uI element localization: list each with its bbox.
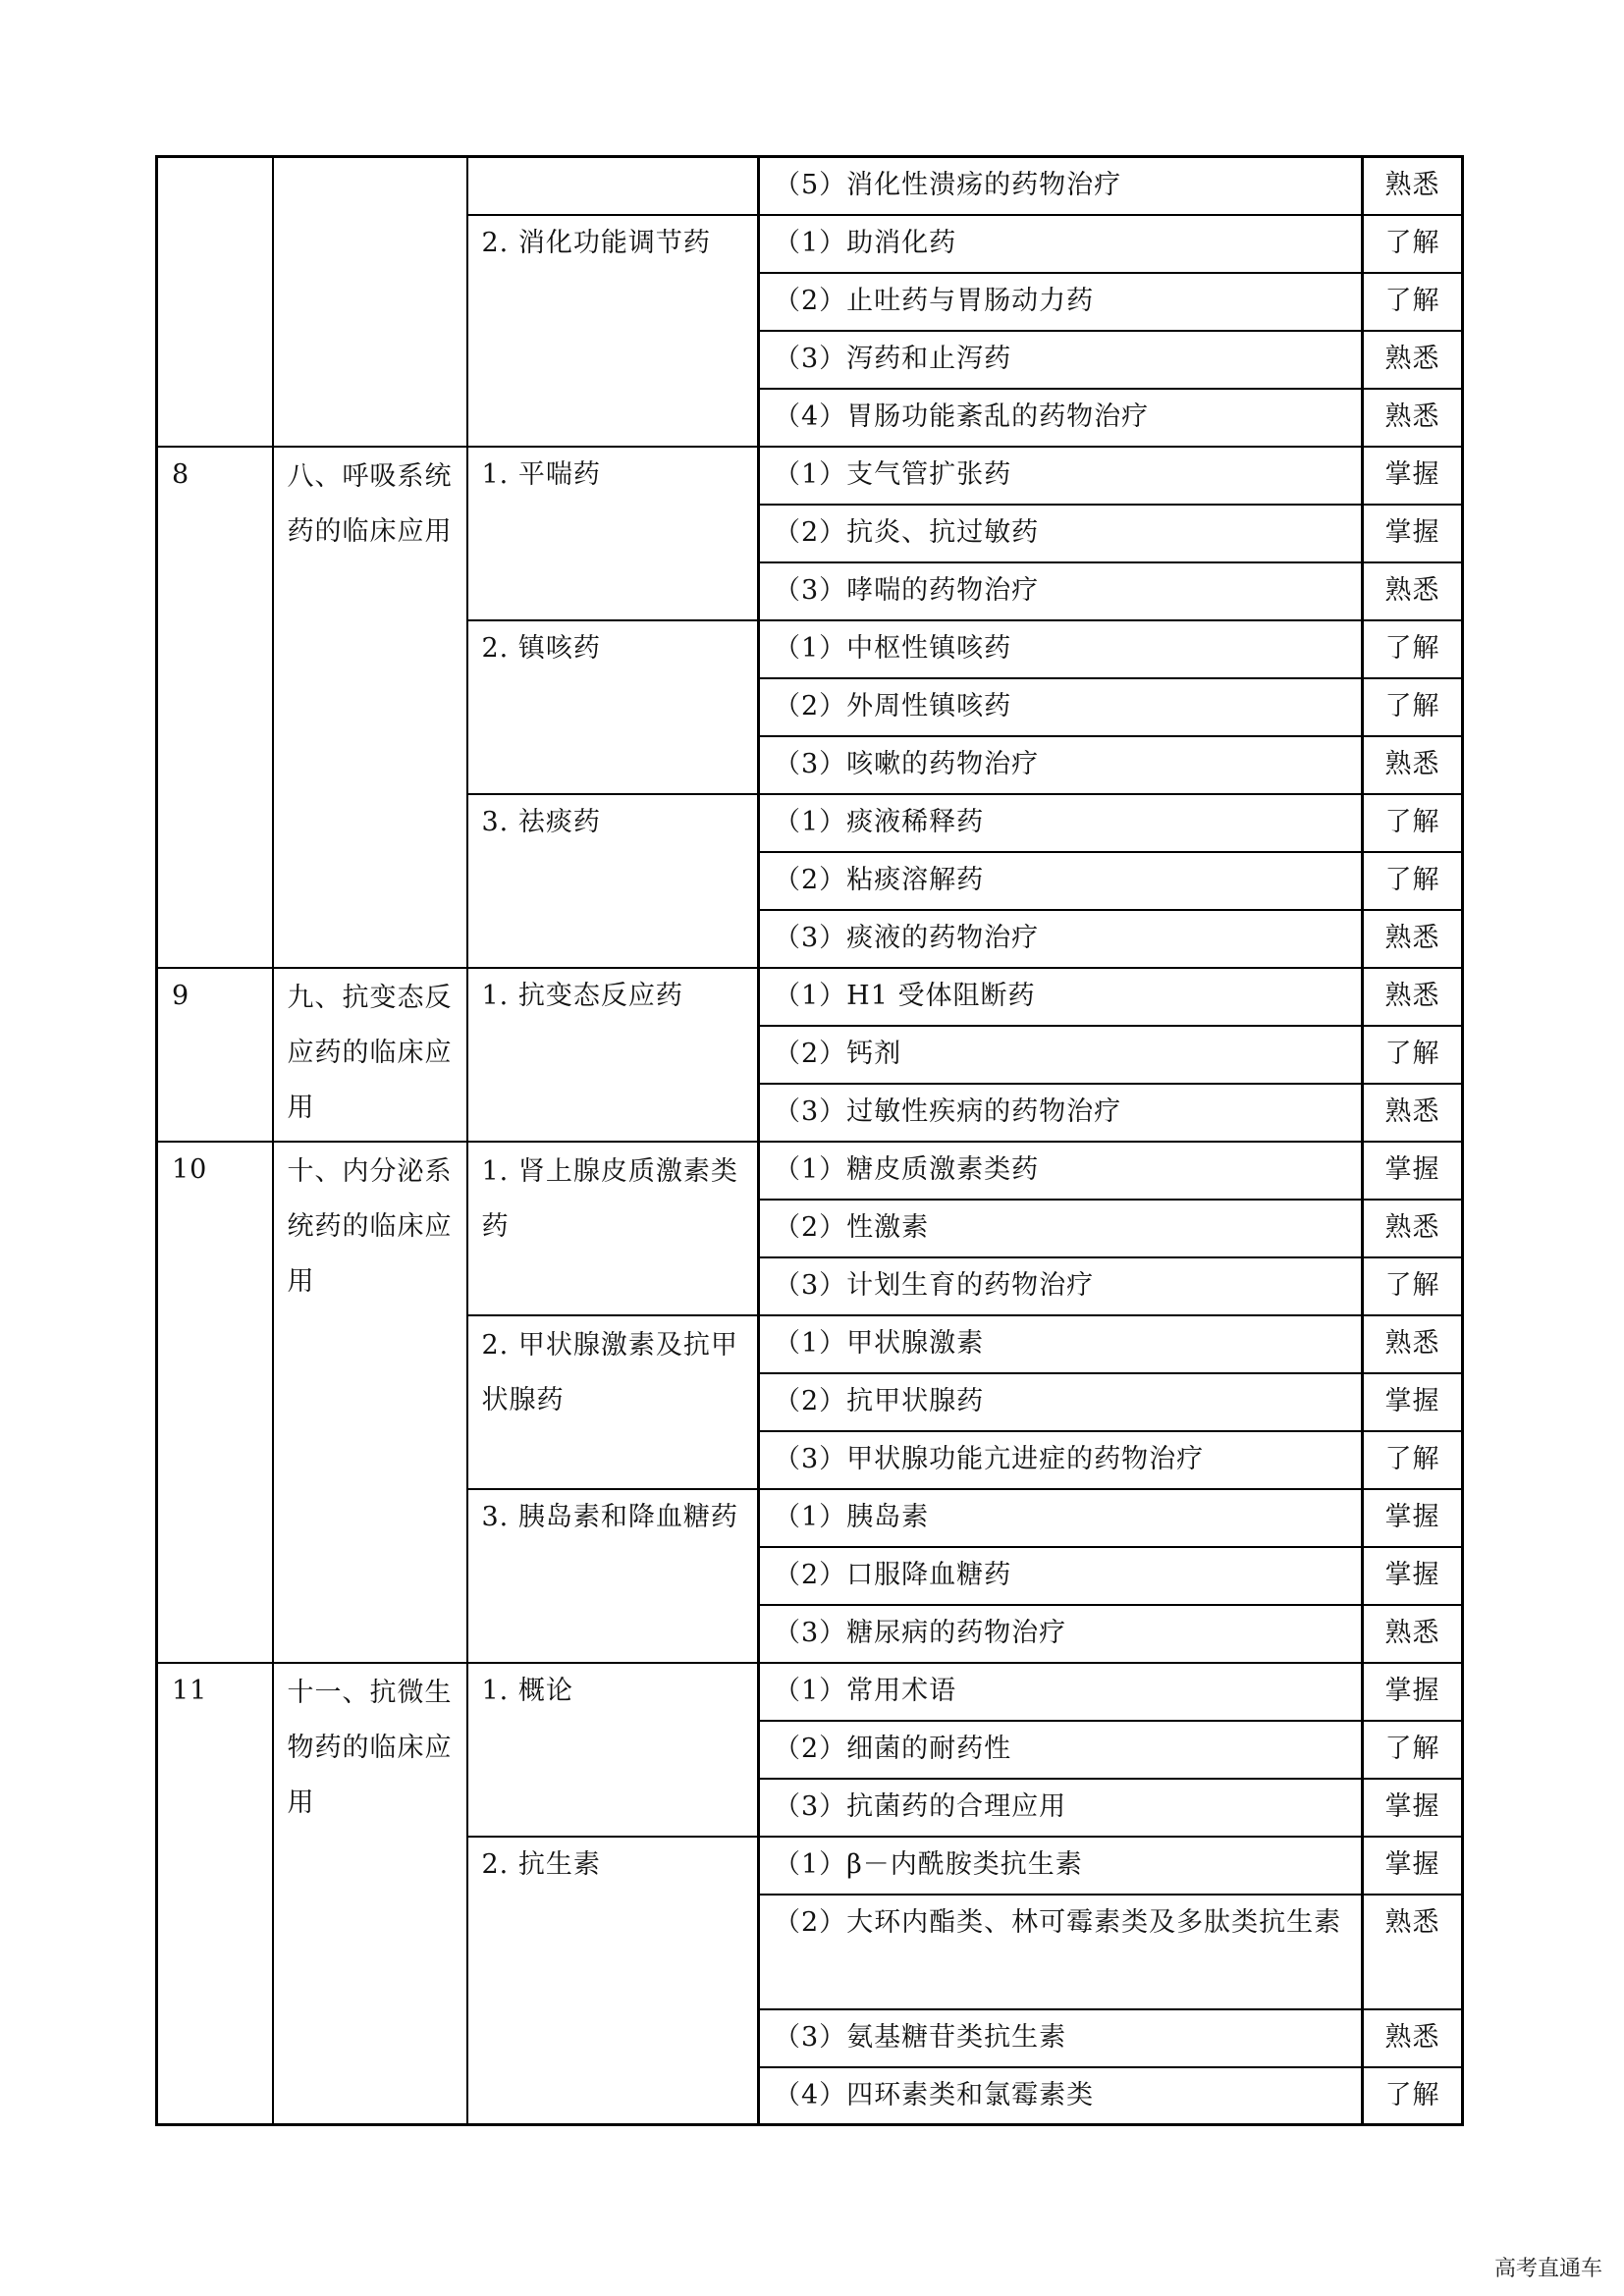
item-cell: （2）粘痰溶解药 (759, 852, 1363, 910)
table-row (157, 447, 1463, 505)
item-cell: （4）四环素类和氯霉素类 (759, 2067, 1363, 2125)
level-cell: 了解 (1363, 1257, 1463, 1315)
topic-cell: 2. 消化功能调节药 (467, 215, 759, 447)
item-cell: （2）抗甲状腺药 (759, 1373, 1363, 1431)
level-cell: 熟悉 (1363, 910, 1463, 968)
topic-cell: 1. 平喘药 (467, 447, 759, 620)
topic-cell: 2. 抗生素 (467, 1837, 759, 2125)
item-cell: （1）痰液稀释药 (759, 794, 1363, 852)
level-cell: 掌握 (1363, 1142, 1463, 1200)
section-number-cell: 9 (157, 968, 273, 1142)
section-unit-cell: 十、内分泌系统药的临床应用 (273, 1142, 467, 1663)
item-cell: （3）痰液的药物治疗 (759, 910, 1363, 968)
item-cell: （1）H1 受体阻断药 (759, 968, 1363, 1026)
level-cell: 熟悉 (1363, 1200, 1463, 1257)
section-unit-cell: 九、抗变态反应药的临床应用 (273, 968, 467, 1142)
item-cell: （3）咳嗽的药物治疗 (759, 736, 1363, 794)
item-cell: （4）胃肠功能紊乱的药物治疗 (759, 389, 1363, 447)
topic-cell: 2. 镇咳药 (467, 620, 759, 794)
level-cell: 熟悉 (1363, 1605, 1463, 1663)
level-cell: 了解 (1363, 1026, 1463, 1084)
item-cell: （2）外周性镇咳药 (759, 678, 1363, 736)
topic-cell: 2. 甲状腺激素及抗甲状腺药 (467, 1315, 759, 1489)
level-cell: 掌握 (1363, 1779, 1463, 1837)
level-cell: 熟悉 (1363, 736, 1463, 794)
item-cell: （2）大环内酯类、林可霉素类及多肽类抗生素 (759, 1895, 1363, 2009)
topic-cell: 3. 祛痰药 (467, 794, 759, 968)
item-cell: （1）常用术语 (759, 1663, 1363, 1721)
level-cell: 熟悉 (1363, 968, 1463, 1026)
level-cell: 掌握 (1363, 505, 1463, 562)
level-cell: 熟悉 (1363, 389, 1463, 447)
level-cell: 了解 (1363, 215, 1463, 273)
level-cell: 了解 (1363, 273, 1463, 331)
item-cell: （1）中枢性镇咳药 (759, 620, 1363, 678)
section-number-cell: 11 (157, 1663, 273, 2125)
topic-cell: 1. 概论 (467, 1663, 759, 1837)
item-cell: （2）口服降血糖药 (759, 1547, 1363, 1605)
level-cell: 熟悉 (1363, 157, 1463, 215)
topic-cell (467, 157, 759, 215)
item-cell: （3）氨基糖苷类抗生素 (759, 2009, 1363, 2067)
syllabus-table (155, 155, 1464, 2126)
item-cell: （2）钙剂 (759, 1026, 1363, 1084)
item-cell: （3）计划生育的药物治疗 (759, 1257, 1363, 1315)
section-number-cell: 10 (157, 1142, 273, 1663)
level-cell: 了解 (1363, 620, 1463, 678)
level-cell: 了解 (1363, 678, 1463, 736)
level-cell: 熟悉 (1363, 331, 1463, 389)
table-row (157, 1142, 1463, 1200)
item-cell: （1）甲状腺激素 (759, 1315, 1363, 1373)
table-row (157, 968, 1463, 1026)
section-number-cell (157, 157, 273, 447)
item-cell: （2）止吐药与胃肠动力药 (759, 273, 1363, 331)
level-cell: 掌握 (1363, 1373, 1463, 1431)
item-cell: （1）β－内酰胺类抗生素 (759, 1837, 1363, 1895)
topic-cell: 1. 抗变态反应药 (467, 968, 759, 1142)
level-cell: 了解 (1363, 852, 1463, 910)
section-number-cell: 8 (157, 447, 273, 968)
item-cell: （5）消化性溃疡的药物治疗 (759, 157, 1363, 215)
topic-cell: 1. 肾上腺皮质激素类药 (467, 1142, 759, 1315)
level-cell: 熟悉 (1363, 1895, 1463, 2009)
level-cell: 熟悉 (1363, 2009, 1463, 2067)
item-cell: （1）助消化药 (759, 215, 1363, 273)
level-cell: 掌握 (1363, 1663, 1463, 1721)
table-row (157, 157, 1463, 215)
item-cell: （3）糖尿病的药物治疗 (759, 1605, 1363, 1663)
watermark: 高考直通车 (1493, 2257, 1602, 2281)
level-cell: 熟悉 (1363, 1315, 1463, 1373)
level-cell: 了解 (1363, 2067, 1463, 2125)
item-cell: （3）抗菌药的合理应用 (759, 1779, 1363, 1837)
level-cell: 熟悉 (1363, 1084, 1463, 1142)
level-cell: 了解 (1363, 1431, 1463, 1489)
level-cell: 掌握 (1363, 1837, 1463, 1895)
item-cell: （2）性激素 (759, 1200, 1363, 1257)
item-cell: （1）支气管扩张药 (759, 447, 1363, 505)
item-cell: （3）过敏性疾病的药物治疗 (759, 1084, 1363, 1142)
level-cell: 了解 (1363, 794, 1463, 852)
item-cell: （3）泻药和止泻药 (759, 331, 1363, 389)
level-cell: 掌握 (1363, 447, 1463, 505)
level-cell: 掌握 (1363, 1547, 1463, 1605)
level-cell: 掌握 (1363, 1489, 1463, 1547)
item-cell: （2）细菌的耐药性 (759, 1721, 1363, 1779)
section-unit-cell: 八、呼吸系统药的临床应用 (273, 447, 467, 968)
item-cell: （3）哮喘的药物治疗 (759, 562, 1363, 620)
topic-cell: 3. 胰岛素和降血糖药 (467, 1489, 759, 1663)
item-cell: （1）胰岛素 (759, 1489, 1363, 1547)
item-cell: （1）糖皮质激素类药 (759, 1142, 1363, 1200)
item-cell: （3）甲状腺功能亢进症的药物治疗 (759, 1431, 1363, 1489)
section-unit-cell: 十一、抗微生物药的临床应用 (273, 1663, 467, 2125)
table-row (157, 1663, 1463, 1721)
section-unit-cell (273, 157, 467, 447)
level-cell: 了解 (1363, 1721, 1463, 1779)
item-cell: （2）抗炎、抗过敏药 (759, 505, 1363, 562)
level-cell: 熟悉 (1363, 562, 1463, 620)
